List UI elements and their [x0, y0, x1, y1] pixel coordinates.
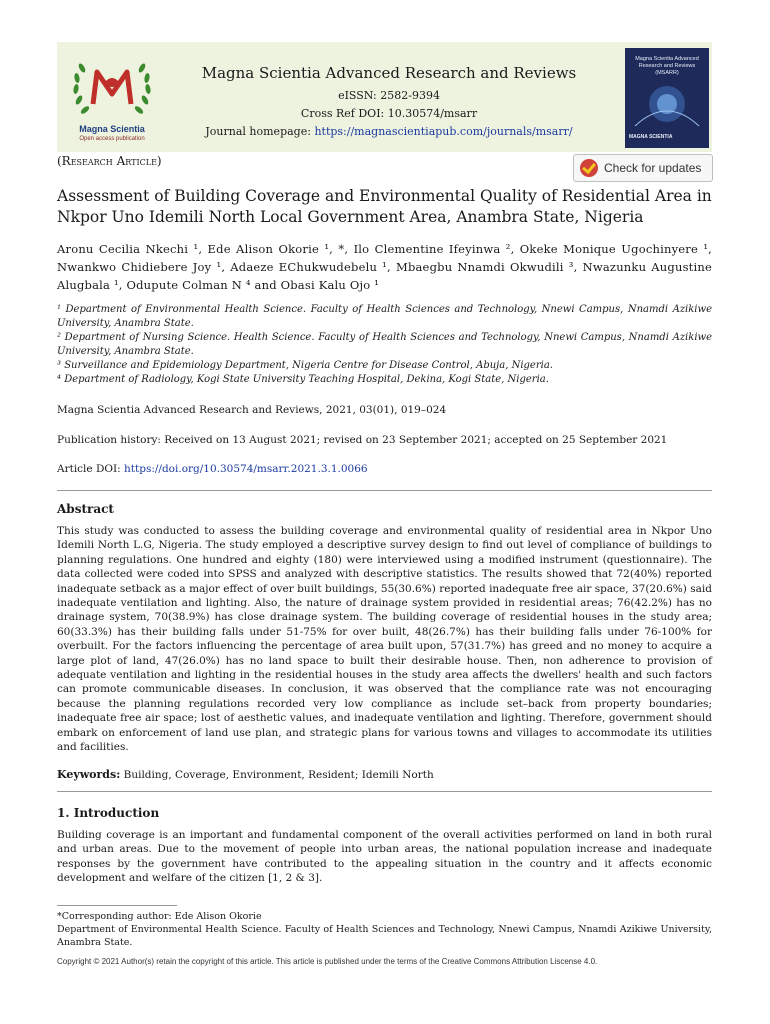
cover-title: Magna Scientia Advanced Research and Reviews (MSARR) [635, 56, 699, 76]
journal-cover-image [625, 48, 709, 148]
journal-title: Magna Scientia Advanced Research and Reviews [201, 64, 577, 82]
divider [57, 791, 712, 792]
logo-tagline: Open access publication [79, 136, 145, 142]
author-list: Aronu Cecilia Nkechi ¹, Ede Alison Okorie ¹, *, Ilo Clementine Ifeyinwa ², Okeke Monique Ugochinyere ¹, Nwankwo Chidiebere Joy ¹, Adaeze EChukwudebelu ¹, Mbaegbu Nnamdi Okwudili ³, Nwazunku Augustine Alugbala ¹, Odupute Colman N ⁴ and Obasi Kalu Ojo ¹ [57, 242, 712, 292]
homepage-link[interactable]: https://magnascientiapub.com/journals/msarr/ [314, 125, 573, 138]
affiliation-item: ³ Surveillance and Epidemiology Department, Nigeria Centre for Disease Control, Abuja, Nigeria. [57, 360, 553, 371]
keywords-value: Building, Coverage, Environment, Resident; Idemili North [123, 769, 434, 781]
check-updates-label: Check for updates [604, 161, 702, 175]
doi-link[interactable]: https://doi.org/10.30574/msarr.2021.3.1.0066 [124, 463, 368, 475]
intro-heading: 1. Introduction [57, 806, 160, 820]
article-doi [57, 463, 712, 475]
journal-crossref: Cross Ref DOI: 10.30574/msarr [300, 107, 478, 120]
journal-homepage [199, 125, 579, 138]
intro-text: Building coverage is an important and fundamental component of the overall activities performed on land in both rural and urban areas. Due to the movement of people into urban areas, the national population increase and inadequate responses by the government have contributed to the appealing situation in the country and it affects economic development and welfare of the citizen [1, 2 & 3]. [57, 829, 712, 885]
abstract-heading: Abstract [57, 502, 114, 516]
affiliations [57, 303, 712, 387]
check-updates-icon [580, 159, 598, 177]
copyright-notice: Copyright © 2021 Author(s) retain the copyright of this article. This article is published under the terms of the Creative Commons Attribution Liscense 4.0. [57, 957, 598, 966]
logo-name: Magna Scientia [79, 124, 145, 134]
article-type: (Research Article) [57, 154, 162, 168]
corresponding-author: *Corresponding author: Ede Alison Okorie [57, 911, 262, 922]
journal-logo [67, 52, 157, 146]
footnote [57, 910, 712, 949]
keywords [57, 768, 434, 781]
citation: Magna Scientia Advanced Research and Reviews, 2021, 03(01), 019–024 [57, 404, 447, 416]
affiliation-item: ¹ Department of Environmental Health Science. Faculty of Health Sciences and Technology, Nnewi Campus, Nnamdi Azikiwe University, Anambra State. [57, 304, 712, 329]
homepage-label: Journal homepage: [205, 125, 311, 138]
journal-header [57, 42, 712, 152]
laurel-logo-icon [67, 52, 157, 124]
doi-label: Article DOI: [57, 463, 121, 475]
publication-history: Publication history: Received on 13 August 2021; revised on 23 September 2021; accepted on 25 September 2021 [57, 434, 668, 446]
article-title: Assessment of Building Coverage and Environmental Quality of Residential Area in Nkpor Uno Idemili North Local Government Area, Anambra State, Nigeria [57, 187, 712, 226]
abstract-text: This study was conducted to assess the building coverage and environmental quality of residential area in Nkpor Uno Idemili North L.G, Nigeria. The study employed a descriptive survey design to find out level of compliance of buildings to planning regulations. One hundred and eighty (180) were interviewed using a modified instrument (questionnaire). The data collected were coded into SPSS and analyzed with descriptive statistics. The results showed that 72(40%) reported inadequate setback as a major effect of over built buildings, 55(30.6%) reported inadequate free air space, 37(20.6%) said inadequate ventilation and lighting. Also, the nature of drainage system provided in residential areas; 76(42.2%) has no drainage system, 70(38.9%) has close drainage system. The building coverage of residential houses in the study area; 60(33.3%) has their building falls under 51-75% for over built, 48(26.7%) has their building falls under 76-100% for overbuilt. For the factors influencing the percentage of area built upon, 57(31.7%) has greed and no money to acquire a large plot of land, 47(26.0%) has no land space to built their desirable house. Then, non adherence to provision of adequate ventilation and lighting in the residential houses in the study area affects the dwellers' health and such factors can promote communicable diseases. In conclusion, it was observed that the compliance rate was not encouraging because the planning regulations recorded very low compliance as include set–back from property boundaries; inadequate free air space; lost of aesthetic values, and inadequate ventilation and lighting. Therefore, government should embark on enforcement of land use plan, and strategic plans for various towns and villages to accommodate its utilities and facilities. [57, 525, 712, 754]
affiliation-item: ⁴ Department of Radiology, Kogi State University Teaching Hospital, Dekina, Kogi State, Nigeria. [57, 374, 549, 385]
cover-brand: MAGNA SCIENTIA [629, 134, 673, 140]
journal-eissn: eISSN: 2582-9394 [338, 89, 440, 102]
footnote-divider [57, 905, 177, 906]
divider [57, 490, 712, 491]
affiliation-item: ² Department of Nursing Science. Health Science. Faculty of Health Sciences and Technology, Nnewi Campus, Nnamdi Azikiwe University, Anambra State. [57, 332, 712, 357]
check-for-updates-button[interactable] [573, 154, 713, 182]
cover-art-icon [625, 76, 709, 136]
keywords-label: Keywords: [57, 768, 121, 781]
corresponding-affiliation: Department of Environmental Health Science. Faculty of Health Sciences and Technology, Nnewi Campus, Nnamdi Azikiwe University, Anambra State. [57, 924, 712, 948]
